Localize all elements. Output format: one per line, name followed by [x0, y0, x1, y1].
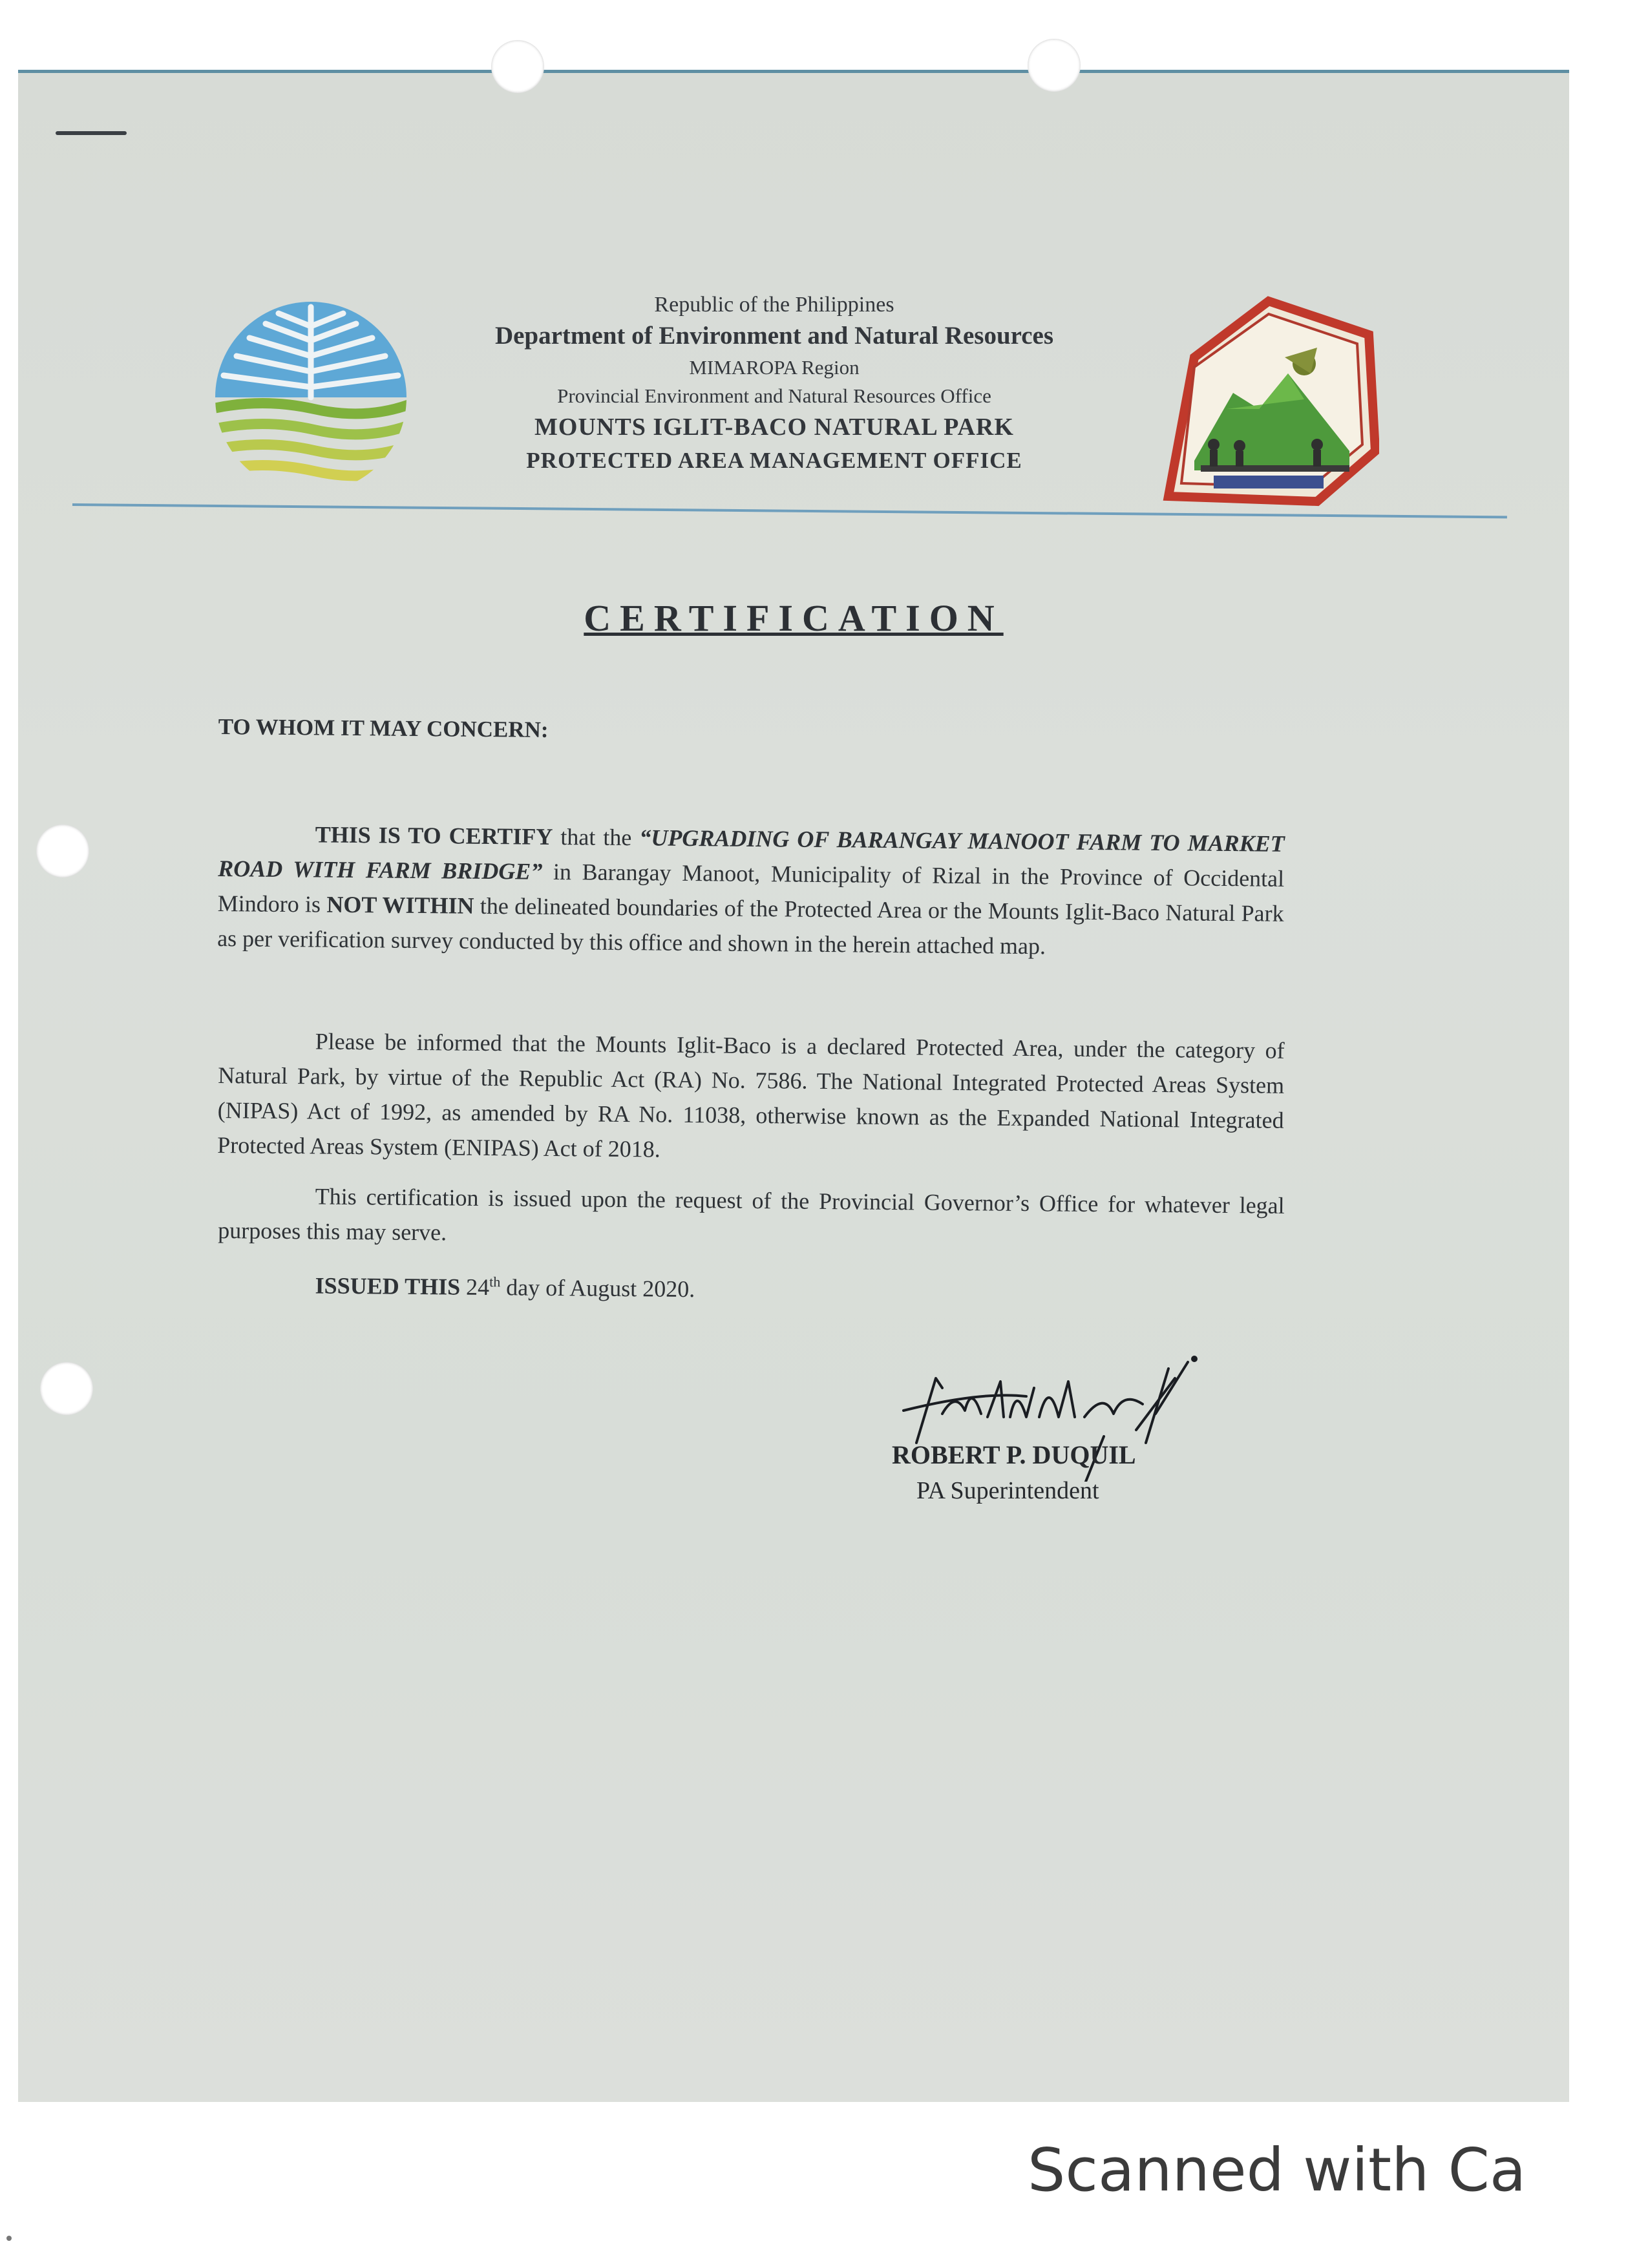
header-region: MIMAROPA Region [689, 356, 860, 379]
issued-day-suffix: th [489, 1274, 501, 1290]
punch-hole [491, 40, 544, 93]
not-within-emphasis: NOT WITHIN [326, 891, 474, 919]
paragraph-certify [217, 816, 1285, 966]
header-republic: Republic of the Philippines [654, 293, 894, 317]
issued-rest: day of August 2020. [500, 1274, 695, 1303]
header-office: Provincial Environment and Natural Resources Office [557, 384, 991, 407]
certification-title: CERTIFICATION [584, 597, 1004, 639]
scan-speck [6, 2236, 12, 2241]
punch-hole [36, 824, 89, 877]
denr-logo-icon [211, 300, 411, 494]
certify-text-3: the delineated boundaries of the Protected Area or the Mounts Iglit-Baco Natural Park as per verification survey conducted by this office and shown in the herein attached map. [217, 892, 1284, 960]
signatory-name: ROBERT P. DUQUIL [892, 1440, 1136, 1469]
project-name: “UPGRADING OF BARANGAY MANOOT FARM TO MARKET ROAD WITH FARM BRIDGE” [218, 824, 1285, 885]
certify-lead: THIS IS TO CERTIFY [315, 821, 553, 850]
paragraph-protected-area: Please be informed that the Mounts Iglit-Baco is a declared Protected Area, under the category of Natural Park, by virtue of the Republic Act (RA) No. 7586. The National Integrated Protected Areas System (NIPAS) Act of 1992, as amended by RA No. 11038, otherwise known as the Expanded National Integrated Protected Areas System (ENIPAS) Act of 2018. [217, 1028, 1285, 1162]
issued-lead: ISSUED THIS [315, 1272, 461, 1300]
scanner-watermark: Scanned with Ca [1028, 2136, 1527, 2205]
park-seal-icon [1156, 296, 1379, 507]
certify-text-1: that the [553, 823, 640, 851]
paragraph-purpose: This certification is issued upon the request of the Provincial Governor’s Office for whatever legal purposes this may serve. [218, 1183, 1285, 1246]
issued-day: 24 [460, 1274, 490, 1301]
punch-hole [1028, 39, 1081, 92]
header-department: Department of Environment and Natural Resources [494, 322, 1054, 350]
document-sheet [18, 70, 1569, 2102]
signatory-title: PA Superintendent [916, 1477, 1099, 1504]
corner-mark [56, 131, 127, 135]
header-pamo: PROTECTED AREA MANAGEMENT OFFICE [526, 448, 1022, 473]
salutation: TO WHOM IT MAY CONCERN: [218, 713, 549, 742]
certify-text-2: in Barangay Manoot, Municipality of Rizal in the Province of Occidental Mindoro is [217, 858, 1285, 918]
issued-line [218, 1262, 1285, 1312]
header-park: MOUNTS IGLIT-BACO NATURAL PARK [534, 414, 1014, 441]
punch-hole [40, 1362, 93, 1415]
